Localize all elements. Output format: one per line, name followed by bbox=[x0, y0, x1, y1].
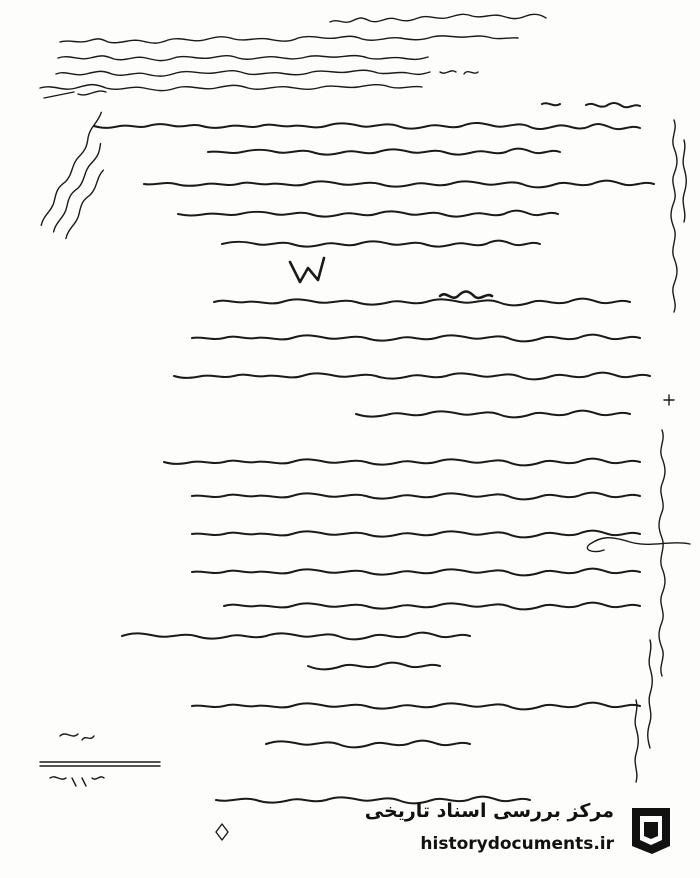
left-margin-note bbox=[39, 111, 127, 239]
archive-emblem-icon bbox=[622, 800, 682, 860]
body-text bbox=[40, 103, 690, 840]
watermark-title: مرکز بررسی اسناد تاریخی bbox=[364, 800, 614, 822]
watermark-url: historydocuments.ir bbox=[420, 834, 614, 854]
top-margin-notes bbox=[40, 14, 546, 98]
right-margin-note bbox=[635, 120, 686, 782]
archive-watermark bbox=[364, 796, 682, 868]
